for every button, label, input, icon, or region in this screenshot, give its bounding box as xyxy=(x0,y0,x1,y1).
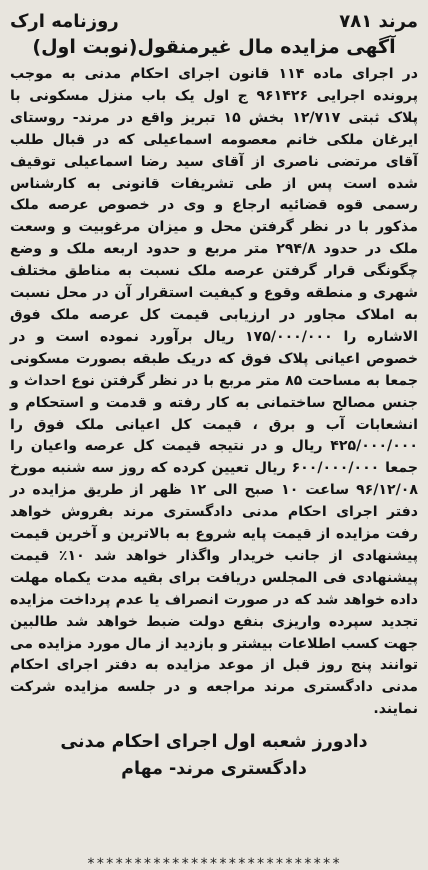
signature-line-1: دادورز شعبه اول اجرای احکام مدنی xyxy=(60,732,368,753)
notice-body xyxy=(10,64,418,721)
city-label: مرند ۷۸۱ xyxy=(339,10,418,32)
notice-title: آگهی مزایده مال غیرمنقول(نوبت اول) xyxy=(32,36,396,58)
signature-line-2: دادگستری مرند- مهام xyxy=(121,759,307,780)
footer-rule: *************************** xyxy=(86,856,342,870)
masthead xyxy=(10,8,418,34)
signature-block xyxy=(10,729,418,783)
notice-body-text: در اجرای ماده ۱۱۴ قانون اجرای احکام مدنی به موجب پرونده اجرایی ۹۶۱۴۲۶ ج اول یک باب منزل مسکونی با پلاک ثبتی ۱۲/۷۱۷ بخش ۱۵ تبریز واقع در مرند- روستای ایرغان ملکی خانم معصومه اسماعیلی که در قبال طلب آقای مرتضی ناصری از آقای سید رضا اسماعیلی توقیف شده است پس از طی تشریفات قانونی به کارشناس رسمی قوه قضائیه ارجاع و وی در خصوص عرصه ملک مذکور با در نظر گرفتن محل و میزان مرغوبیت و وسعت ملک در حدود ۲۹۴/۸ متر مربع و حدود اربعه ملک و وضع چگونگی قرار گرفتن عرصه ملک نسبت به مناطق مختلف شهری و منطقه وقوع و کیفیت استقرار آن در محل نسبت به املاک مجاور در ارزیابی قیمت کل عرصه ملک فوق الاشاره را ۱۷۵/۰۰۰/۰۰۰ ریال برآورد نموده است و در خصوص اعیانی پلاک فوق که دریک طبقه بصورت مسکونی جمعا به مساحت ۸۵ متر مربع با در نظر گرفتن نوع احداث و جنس مصالح ساختمانی به کار رفته و قدمت و استحکام و انشعابات آب و برق ، قیمت کل اعیانی ملک فوق را ۴۲۵/۰۰۰/۰۰۰ ریال و در نتیجه قیمت کل عرصه واعیان را جمعا ۶۰۰/۰۰۰/۰۰۰ ریال تعیین کرده که روز سه شنبه مورخ ۹۶/۱۲/۰۸ ساعت ۱۰ صبح الی ۱۲ ظهر از طریق مزایده در دفتر اجرای احکام مدنی دادگستری مرند بفروش خواهد رفت مزایده از قیمت پایه شروع به بالاترین و آخرین قیمت پیشنهادی از جانب خریدار واگذار خواهد شد ۱۰٪ قیمت پیشنهادی فی المجلس دریافت برای بقیه مدت یکماه مهلت داده خواهد شد که در صورت انصراف یا عدم پرداخت مزایده تجدید سپرده واریزی بنفع دولت ضبط خواهد شد طالبین جهت کسب اطلاعات بیشتر و بازدید از مال مورد مزایده می توانند پنج روز قبل از موعد مزایده به دفتر اجرای احکام مدنی دادگستری مرند مراجعه و در جلسه مزایده شرکت نمایند. xyxy=(10,66,419,718)
newspaper-name: روزنامه ارک xyxy=(10,10,119,32)
